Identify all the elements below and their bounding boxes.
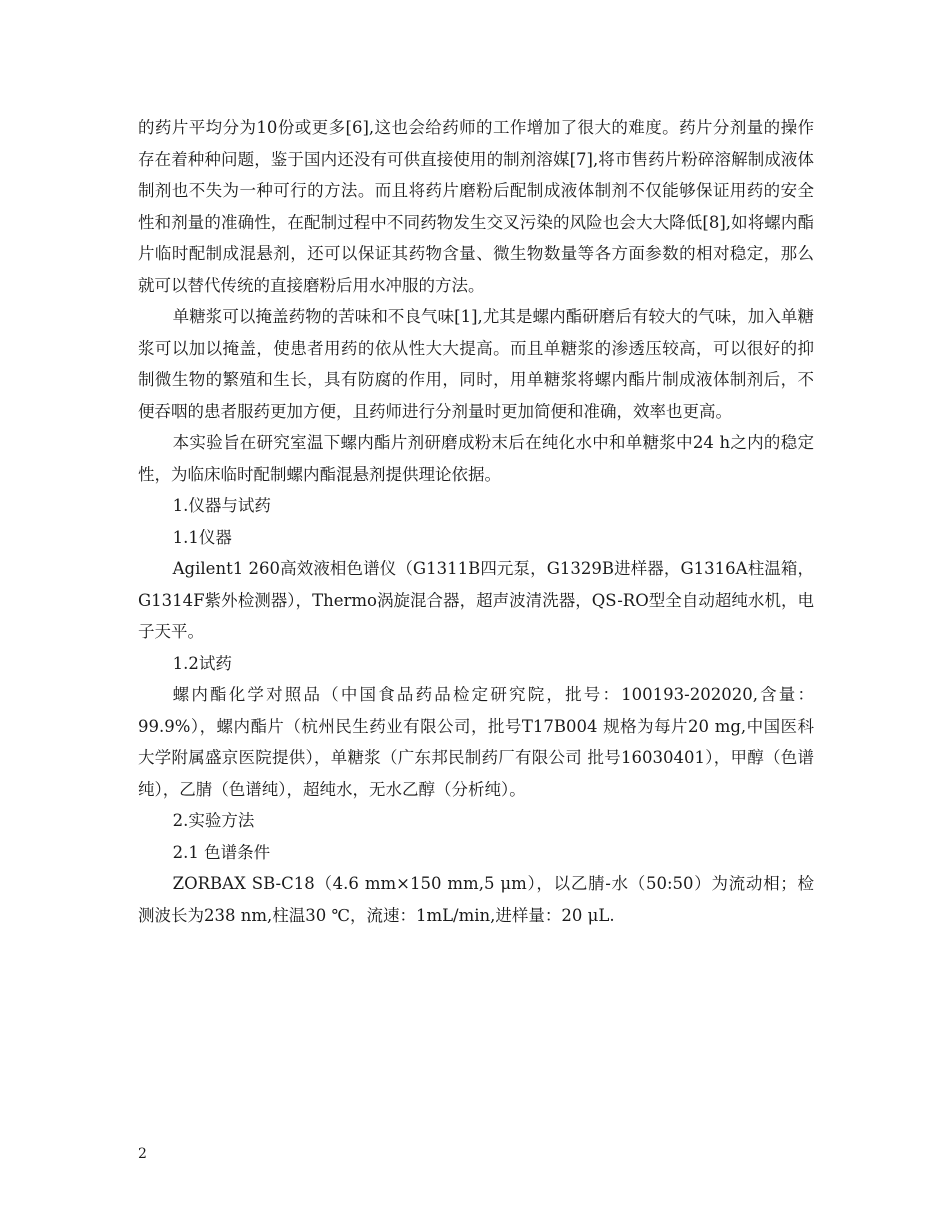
paragraph-continued: 的药片平均分为10份或更多[6],这也会给药师的工作增加了很大的难度。药片分剂量的操作存在着种种问题，鉴于国内还没有可供直接使用的制剂溶媒[7],将市售药片粉碎溶解制成液体制剂也不失为一种可行的方法。而且将药片磨粉后配制成液体制剂不仅能够保证用药的安全性和剂量的准确性，在配制过程中不同药物发生交叉污染的风险也会大大降低[8],如将螺内酯片临时配制成混悬剂，还可以保证其药物含量、微生物数量等各方面参数的相对稳定，那么就可以替代传统的直接磨粉后用水冲服的方法。: [138, 118, 814, 295]
section-heading-2: 2.实验方法: [172, 811, 255, 830]
paragraph-reagents: 螺内酯化学对照品（中国食品药品检定研究院，批号：100193-202020,含量：99.9%），螺内酯片（杭州民生药业有限公司，批号T17B004 规格为每片20 mg,中国医科大学附属盛京医院提供），单糖浆（广东邦民制药厂有限公司 批号16030401），甲醇（色谱纯），乙腈（色谱纯），超纯水，无水乙醇（分析纯）。: [138, 685, 814, 799]
section-heading-1: 1.仪器与试药: [172, 496, 271, 515]
subsection-heading-1-1: 1.1仪器: [172, 527, 232, 547]
document-body: [138, 112, 814, 931]
paragraph-aim: 本实验旨在研究室温下螺内酯片剂研磨成粉末后在纯化水中和单糖浆中24 h之内的稳定性，为临床临时配制螺内酯混悬剂提供理论依据。: [138, 433, 814, 484]
paragraph-instruments: Agilent1 260高效液相色谱仪（G1311B四元泵，G1329B进样器，G1316A柱温箱，G1314F紫外检测器），Thermo涡旋混合器，超声波清洗器，QS-RO型全自动超纯水机，电子天平。: [138, 559, 814, 641]
subsection-heading-2-1: 2.1 色谱条件: [172, 842, 271, 862]
paragraph-chromatography: ZORBAX SB-C18（4.6 mm×150 mm,5 μm），以乙腈-水（50:50）为流动相；检测波长为238 nm,柱温30 ℃，流速：1mL/min,进样量：20 μL.: [138, 874, 814, 925]
paragraph-syrup: 单糖浆可以掩盖药物的苦味和不良气味[1],尤其是螺内酯研磨后有较大的气味，加入单糖浆可以加以掩盖，使患者用药的依从性大大提高。而且单糖浆的渗透压较高，可以很好的抑制微生物的繁殖和生长，具有防腐的作用，同时，用单糖浆将螺内酯片制成液体制剂后，不便吞咽的患者服药更加方便，且药师进行分剂量时更加简便和准确，效率也更高。: [138, 307, 814, 421]
subsection-heading-1-2: 1.2试药: [172, 653, 232, 673]
page-number: 2: [138, 1146, 147, 1162]
